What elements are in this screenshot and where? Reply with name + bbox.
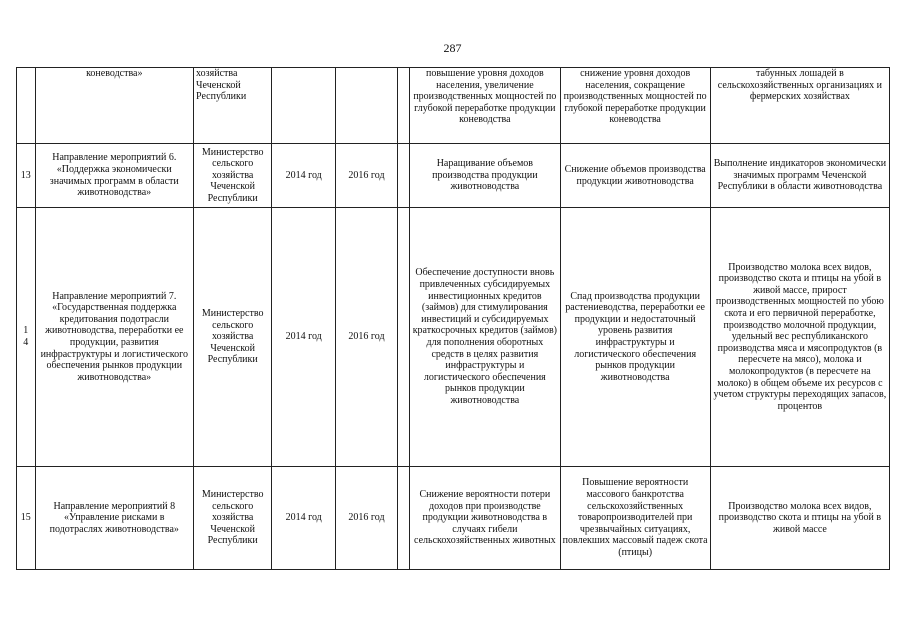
program-table (16, 67, 890, 570)
start-year-cell: 2014 год (272, 144, 336, 208)
indicator-cell: Производство молока всех видов, производство скота и птицы на убой в живой массе (710, 467, 889, 570)
start-year-cell: 2014 год (272, 467, 336, 570)
row-number (17, 68, 36, 144)
end-year-cell (336, 68, 398, 144)
consequence-cell: Снижение объемов производства продукции животноводства (560, 144, 710, 208)
end-year-cell: 2016 год (336, 467, 398, 570)
empty-cell (397, 467, 409, 570)
indicator-cell: Выполнение индикаторов экономически значимых программ Чеченской Республики в области животноводства (710, 144, 889, 208)
start-year-cell: 2014 год (272, 208, 336, 467)
direction-cell: Направление мероприятий 6. «Поддержка экономически значимых программ в области животноводства» (35, 144, 194, 208)
table-row (17, 208, 890, 467)
direction-cell: Направление мероприятий 7. «Государственная поддержка кредитования подотрасли животноводства, переработки ее продукции, развития инфраструктуры и логистического обеспечения рынков продукции животноводства» (35, 208, 194, 467)
result-cell: Наращивание объемов производства продукции животноводства (410, 144, 560, 208)
empty-cell (397, 68, 409, 144)
end-year-cell: 2016 год (336, 144, 398, 208)
row-number-part: 1 (23, 325, 29, 337)
result-cell: повышение уровня доходов населения, увеличение производственных мощностей по глубокой переработке продукции коневодства (410, 68, 560, 144)
empty-cell (397, 144, 409, 208)
executor-cell: Министерство сельского хозяйства Чеченской Республики (194, 144, 272, 208)
executor-cell: хозяйства Чеченской Республики (194, 68, 272, 144)
empty-cell (397, 208, 409, 467)
start-year-cell (272, 68, 336, 144)
row-number: 15 (17, 467, 36, 570)
direction-cell: коневодства» (35, 68, 194, 144)
result-cell: Обеспечение доступности вновь привлеченных субсидируемых инвестиционных кредитов (займов) для стимулирования инвестиций и субсидируемых краткосрочных кредитов (займов) для пополнения оборотных средств в целях развития инфраструктуры и логистического обеспечения рынков продукции животноводства (410, 208, 560, 467)
indicator-cell: Производство молока всех видов, производство скота и птицы на убой в живой массе, прирост производственных мощностей по убою скота и его первичной переработке, производство молочной продукции, удельный вес республиканского производства мяса и мясопродуктов (в пересчете на мясо), молока и молокопродуктов (в пересчете на молоко) в общем объеме их ресурсов с учетом структуры переходящих запасов, процентов (710, 208, 889, 467)
consequence-cell: снижение уровня доходов населения, сокращение производственных мощностей по глубокой переработке продукции коневодства (560, 68, 710, 144)
table-row (17, 68, 890, 144)
row-number-part: 4 (23, 337, 29, 348)
end-year-cell: 2016 год (336, 208, 398, 467)
row-number (17, 208, 36, 467)
table-row (17, 467, 890, 570)
table-row (17, 144, 890, 208)
consequence-cell: Повышение вероятности массового банкротства сельскохозяйственных товаропроизводителей при чрезвычайных ситуациях, повлекших массовый падеж скота (птицы) (560, 467, 710, 570)
indicator-cell: табунных лошадей в сельскохозяйственных организациях и фермерских хозяйствах (710, 68, 889, 144)
result-cell: Снижение вероятности потери доходов при производстве продукции животноводства в случаях гибели сельскохозяйственных животных (410, 467, 560, 570)
row-number: 13 (17, 144, 36, 208)
consequence-cell: Спад производства продукции растениеводства, переработки ее продукции и недостаточный уровень развития инфраструктуры и логистического обеспечения рынков продукции животноводства (560, 208, 710, 467)
direction-cell: Направление мероприятий 8 «Управление рисками в подотраслях животноводства» (35, 467, 194, 570)
page-number: 287 (443, 41, 462, 55)
executor-cell: Министерство сельского хозяйства Чеченской Республики (194, 208, 272, 467)
executor-cell: Министерство сельского хозяйства Чеченской Республики (194, 467, 272, 570)
